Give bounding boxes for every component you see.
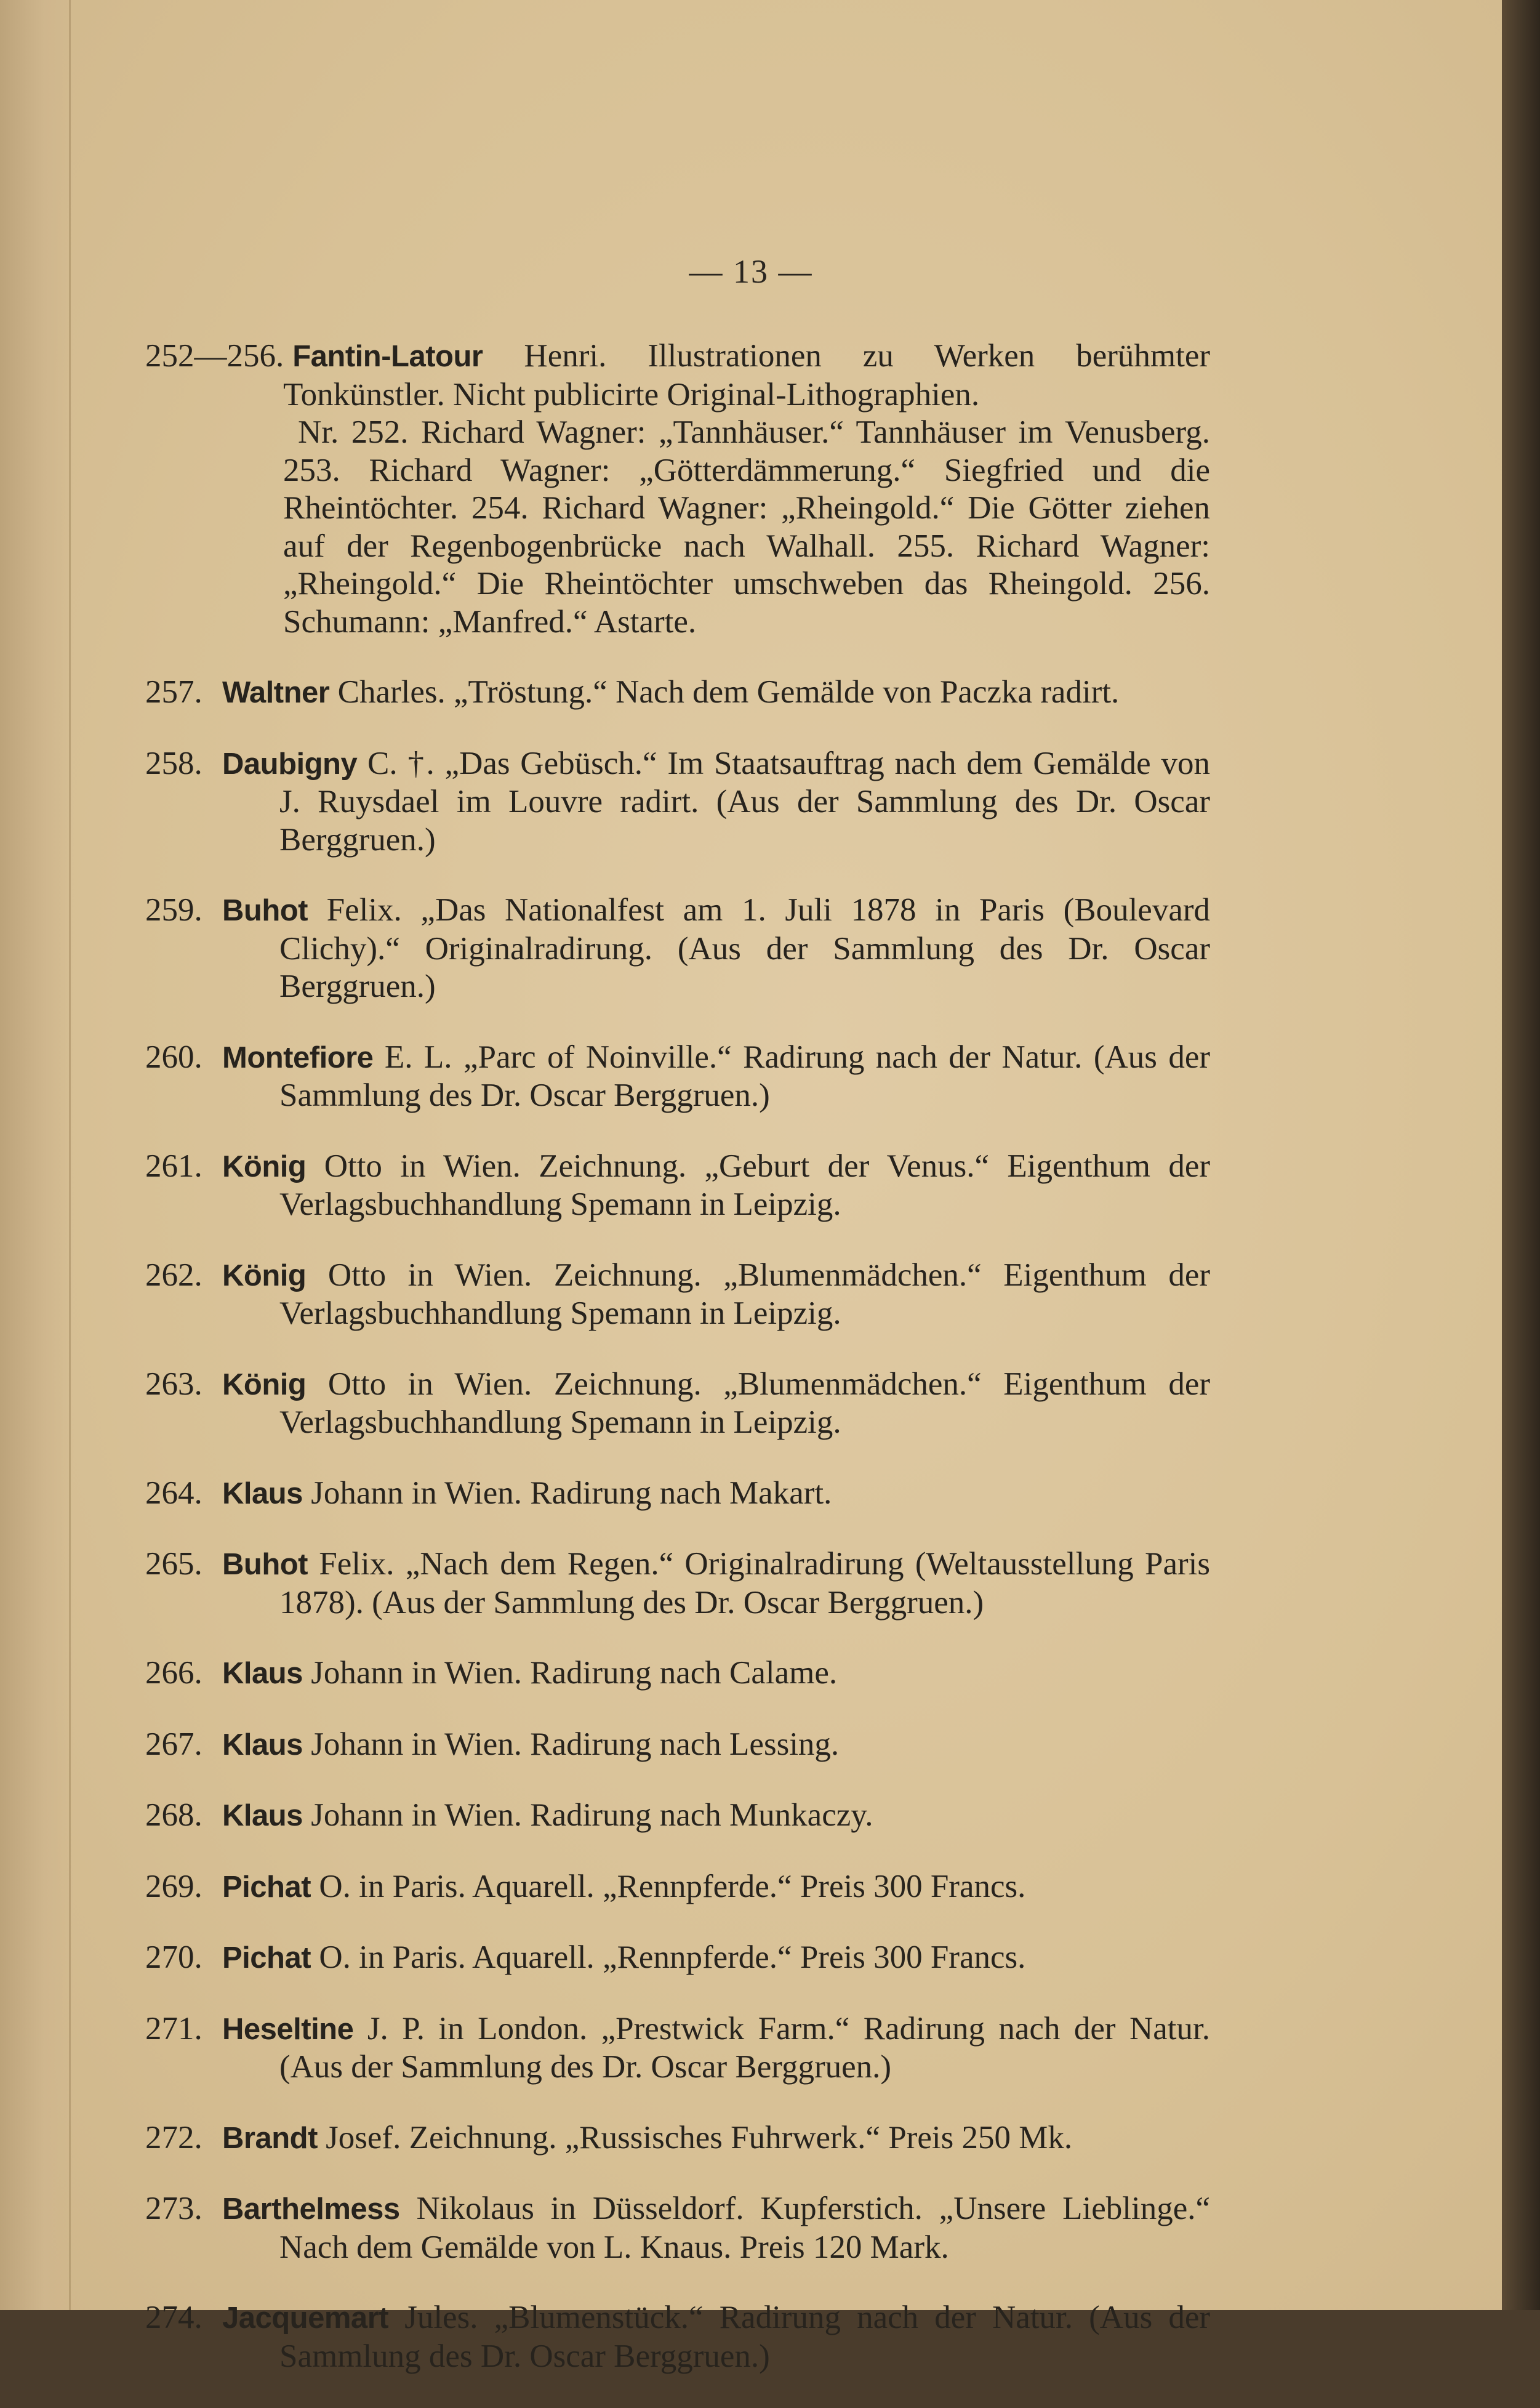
entry-number: 263. — [145, 1366, 203, 1402]
catalogue-entry — [145, 1475, 1210, 1513]
entry-text: Johann in Wien. Radirung nach Munkaczy. — [311, 1797, 873, 1833]
artist-name: Klaus — [222, 1657, 303, 1690]
entry-number: 258. — [145, 745, 203, 781]
entry-number: 257. — [145, 674, 203, 710]
entry-number: 274. — [145, 2300, 203, 2335]
artist-name: Daubigny — [222, 747, 358, 781]
artist-name: Montefiore — [222, 1041, 374, 1074]
entry-number: 270. — [145, 1939, 203, 1975]
entry-text: O. in Paris. Aquarell. „Rennpferde.“ Preis 300 Francs. — [319, 1868, 1026, 1904]
entry-text: Felix. „Nach dem Regen.“ Originalradirung (Weltausstellung Paris 1878). (Aus der Sammlung des Dr. Oscar Berggruen.) — [279, 1546, 1210, 1621]
catalogue-entry — [145, 1545, 1210, 1622]
artist-name: König — [222, 1150, 307, 1183]
entry-text: Otto in Wien. Zeichnung. „Geburt der Venus.“ Eigenthum der Verlagsbuchhandlung Spemann in Leipzig. — [279, 1148, 1211, 1222]
artist-name: Brandt — [222, 2121, 318, 2155]
artist-name: Pichat — [222, 1870, 311, 1904]
entry-text: O. in Paris. Aquarell. „Rennpferde.“ Preis 300 Francs. — [319, 1939, 1026, 1975]
entry-number: 260. — [145, 1039, 203, 1075]
entry-text: Otto in Wien. Zeichnung. „Blumenmädchen.“ Eigenthum der Verlagsbuchhandlung Spemann in Leipzig. — [279, 1257, 1211, 1331]
catalogue-entry — [145, 1366, 1210, 1442]
catalogue-entry — [145, 745, 1210, 860]
artist-name: Heseltine — [222, 2012, 354, 2046]
artist-name: Klaus — [222, 1799, 303, 1832]
entry-number: 261. — [145, 1148, 203, 1184]
entry-number: 264. — [145, 1475, 203, 1511]
artist-name: Fantin-Latour — [292, 340, 483, 373]
catalogue-entry — [145, 2010, 1210, 2087]
artist-name: König — [222, 1258, 307, 1292]
book-edge — [1502, 0, 1540, 2310]
entry-text: Felix. „Das Nationalfest am 1. Juli 1878 in Paris (Boulevard Clichy).“ Originalradirung. (Aus der Sammlung des Dr. Oscar Berggruen.) — [279, 892, 1210, 1004]
page-number: — 13 — — [689, 253, 813, 290]
catalogue-entry — [145, 1654, 1210, 1693]
entry-text: E. L. „Parc of Noinville.“ Radirung nach der Natur. (Aus der Sammlung des Dr. Oscar Berggruen.) — [279, 1039, 1210, 1113]
page-gutter-shadow — [0, 0, 74, 2310]
entry-text: Johann in Wien. Radirung nach Lessing. — [311, 1726, 840, 1762]
artist-name: Pichat — [222, 1941, 311, 1975]
catalogue-entry — [145, 337, 1210, 641]
entry-number: 262. — [145, 1257, 203, 1293]
catalogue-entry — [145, 2299, 1210, 2375]
entry-number: 272. — [145, 2119, 203, 2156]
entry-text: Nikolaus in Düsseldorf. Kupferstich. „Unsere Lieblinge.“ Nach dem Gemälde von L. Knaus. Preis 120 Mark. — [279, 2191, 1210, 2265]
entry-number: 268. — [145, 1797, 203, 1833]
entry-number: 259. — [145, 892, 203, 928]
entry-text: C. †. „Das Gebüsch.“ Im Staatsauftrag nach dem Gemälde von J. Ruysdael im Louvre radirt. (Aus der Sammlung des Dr. Oscar Berggruen.) — [279, 745, 1210, 858]
entry-text: Johann in Wien. Radirung nach Makart. — [311, 1475, 832, 1511]
artist-name: König — [222, 1367, 307, 1401]
catalogue-entry — [145, 1939, 1210, 1978]
catalogue-entry — [145, 1726, 1210, 1765]
artist-name: Barthelmess — [222, 2193, 400, 2226]
catalogue-entry — [145, 1797, 1210, 1835]
entry-number: 266. — [145, 1655, 203, 1691]
artist-name: Buhot — [222, 1548, 308, 1581]
catalogue-entry — [145, 2190, 1210, 2266]
entry-text: Henri. Illustrationen zu Werken berühmter Tonkünstler. Nicht publicirte Original-Lithographien. — [283, 338, 1210, 413]
catalogue-entry — [145, 1257, 1210, 1333]
catalogue-entry — [145, 1039, 1210, 1115]
entry-text: Josef. Zeichnung. „Russisches Fuhrwerk.“ Preis 250 Mk. — [326, 2119, 1073, 2156]
entry-text: Charles. „Tröstung.“ Nach dem Gemälde von Paczka radirt. — [337, 674, 1120, 710]
catalogue-entries — [145, 337, 1210, 2408]
entry-number: 267. — [145, 1726, 203, 1762]
catalogue-entry — [145, 2119, 1210, 2158]
artist-name: Jacquemart — [222, 2301, 389, 2335]
entry-text: Johann in Wien. Radirung nach Calame. — [311, 1655, 838, 1691]
artist-name: Buhot — [222, 894, 308, 927]
artist-name: Klaus — [222, 1728, 303, 1762]
entry-text: Otto in Wien. Zeichnung. „Blumenmädchen.“ Eigenthum der Verlagsbuchhandlung Spemann in Leipzig. — [279, 1366, 1211, 1440]
catalogue-entry — [145, 1148, 1210, 1224]
entry-text: Jules. „Blumenstück.“ Radirung nach der Natur. (Aus der Sammlung des Dr. Oscar Berggruen.) — [279, 2300, 1210, 2374]
catalogue-entry — [145, 674, 1210, 712]
entry-number: 269. — [145, 1868, 203, 1904]
entry-number: 271. — [145, 2010, 203, 2047]
entry-number: 252—256. — [145, 338, 284, 374]
catalogue-entry — [145, 892, 1210, 1006]
entry-number: 273. — [145, 2191, 203, 2226]
artist-name: Klaus — [222, 1476, 303, 1510]
entry-number: 265. — [145, 1546, 203, 1582]
entry-subtext: Nr. 252. Richard Wagner: „Tannhäuser.“ Tannhäuser im Venusberg. 253. Richard Wagner: „Götterdämmerung.“ Siegfried und die Rheintöchter. 254. Richard Wagner: „Rheingold.“ Die Götter ziehen auf der Regenbogenbrücke nach Walhall. 255. Richard Wagner: „Rheingold.“ Die Rheintöchter umschweben das Rheingold. 256. Schumann: „Manfred.“ Astarte. — [283, 414, 1210, 640]
artist-name: Waltner — [222, 676, 330, 709]
binding-fold — [69, 0, 71, 2310]
entry-text: J. P. in London. „Prestwick Farm.“ Radirung nach der Natur. (Aus der Sammlung des Dr. Oscar Berggruen.) — [279, 2010, 1210, 2085]
catalogue-entry — [145, 1868, 1210, 1907]
